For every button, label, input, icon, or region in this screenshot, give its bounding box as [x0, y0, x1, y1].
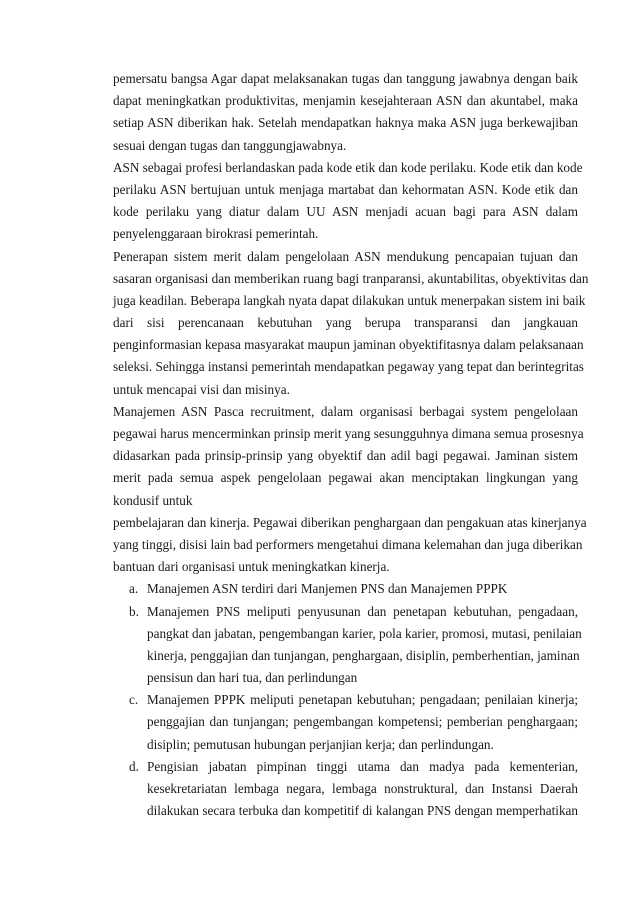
text-line: seleksi. Sehingga instansi pemerintah mendapatkan pegaway yang tepat dan berintegritas [113, 359, 584, 375]
text-line: penginformasian kepasa masyarakat maupun jaminan obyektifitasnya dalam pelaksanaan [113, 337, 584, 353]
paragraph-post-recruitment [113, 401, 584, 512]
text-line: Penerapan sistem merit dalam pengelolaan ASN mendukung pencapaian tujuan dan [113, 248, 578, 264]
text-line: untuk mencapai visi dan misinya. [113, 381, 290, 397]
text-line: penggajian dan tunjangan; pengembangan kompetensi; pemberian penghargaan; [147, 714, 578, 730]
ordered-list [113, 578, 582, 822]
text-line: didasarkan pada prinsip-prinsip yang obyektif dan adil bagi pegawai. Jaminan sistem [113, 448, 578, 464]
text-line: Manajemen PNS meliputi penyusunan dan penetapan kebutuhan, pengadaan, [147, 603, 578, 619]
text-line: pemersatu bangsa Agar dapat melaksanakan tugas dan tanggung jawabnya dengan baik [113, 71, 578, 86]
text-line: Manajemen PPPK meliputi penetapan kebutuhan; pengadaan; penilaian kinerja; [147, 692, 578, 708]
text-line: pangkat dan jabatan, pengembangan karier, pola karier, promosi, mutasi, penilaian [147, 625, 582, 641]
text-line: kesekretariatan lembaga negara, lembaga nonstruktural, dan Instansi Daerah [147, 781, 578, 796]
text-line: disiplin; pemutusan hubungan perjanjian kerja; dan perlindungan. [147, 736, 494, 752]
paragraph-merit-system [113, 246, 589, 401]
text-line: bantuan dari organisasi untuk meningkatkan kinerja. [113, 559, 390, 575]
text-line: perilaku ASN bertujuan untuk menjaga martabat dan kehormatan ASN. Kode etik dan [113, 181, 578, 197]
text-line: dapat meningkatkan produktivitas, menjamin kesejahteraan ASN dan akuntabel, maka [113, 93, 578, 109]
text-line: Pengisian jabatan pimpinan tinggi utama dan madya pada kementerian, [147, 758, 578, 774]
text-line: Manajemen ASN Pasca recruitment, dalam organisasi berbagai system pengelolaan [113, 403, 578, 419]
text-line: Manajemen ASN terdiri dari Manjemen PNS dan Manajemen PPPK [147, 581, 508, 597]
text-line: sasaran organisasi dan memberikan ruang bagi tranparansi, akuntabilitas, obyektivitas dan [113, 270, 589, 286]
text-line: kinerja, penggajian dan tunjangan, penghargaan, disiplin, pemberhentian, jaminan [147, 647, 580, 663]
text-line: dari sisi perencanaan kebutuhan yang berupa transparansi dan jangkauan [113, 315, 578, 331]
text-line: yang tinggi, disisi lain bad performers mengetahui dimana kelemahan dan juga diberikan [113, 536, 583, 552]
text-line: kondusif untuk [113, 492, 193, 508]
list-item-a [113, 578, 578, 600]
text-line: ASN sebagai profesi berlandaskan pada kode etik dan kode perilaku. Kode etik dan kode [113, 159, 583, 175]
text-line: dilakukan secara terbuka dan kompetitif di kalangan PNS dengan memperhatikan [147, 803, 578, 819]
list-marker: a. [129, 581, 139, 597]
text-line: juga keadilan. Beberapa langkah nyata dapat dilakukan untuk menerpakan sistem ini baik [113, 292, 586, 308]
text-line: kode perilaku yang diatur dalam UU ASN menjadi acuan bagi para ASN dalam [113, 204, 578, 220]
text-line: penyelenggaraan birokrasi pemerintah. [113, 226, 319, 242]
text-line: pembelajaran dan kinerja. Pegawai diberikan penghargaan dan pengakuan atas kinerjanya [113, 514, 587, 530]
list-marker: b. [129, 603, 139, 619]
text-line: sesuai dengan tugas dan tanggungjawabnya. [113, 137, 347, 153]
list-item-b [113, 601, 582, 690]
text-line: setiap ASN diberikan hak. Setelah mendapatkan haknya maka ASN juga berkewajiban [113, 115, 578, 131]
list-marker: d. [129, 758, 139, 774]
text-line: merit pada semua aspek pengelolaan pegawai akan menciptakan lingkungan yang [113, 470, 578, 486]
text-line: pensisun dan hari tua, dan perlindungan [147, 670, 358, 686]
paragraph-performance [113, 512, 587, 579]
paragraph-code-of-ethics [113, 157, 583, 246]
list-item-c [113, 689, 578, 756]
text-line: pegawai harus mencerminkan prinsip merit yang sesungguhnya dimana semua prosesnya [113, 426, 584, 441]
list-item-d [113, 756, 578, 823]
list-marker: c. [129, 692, 139, 708]
paragraph-rights-obligations [113, 68, 578, 157]
